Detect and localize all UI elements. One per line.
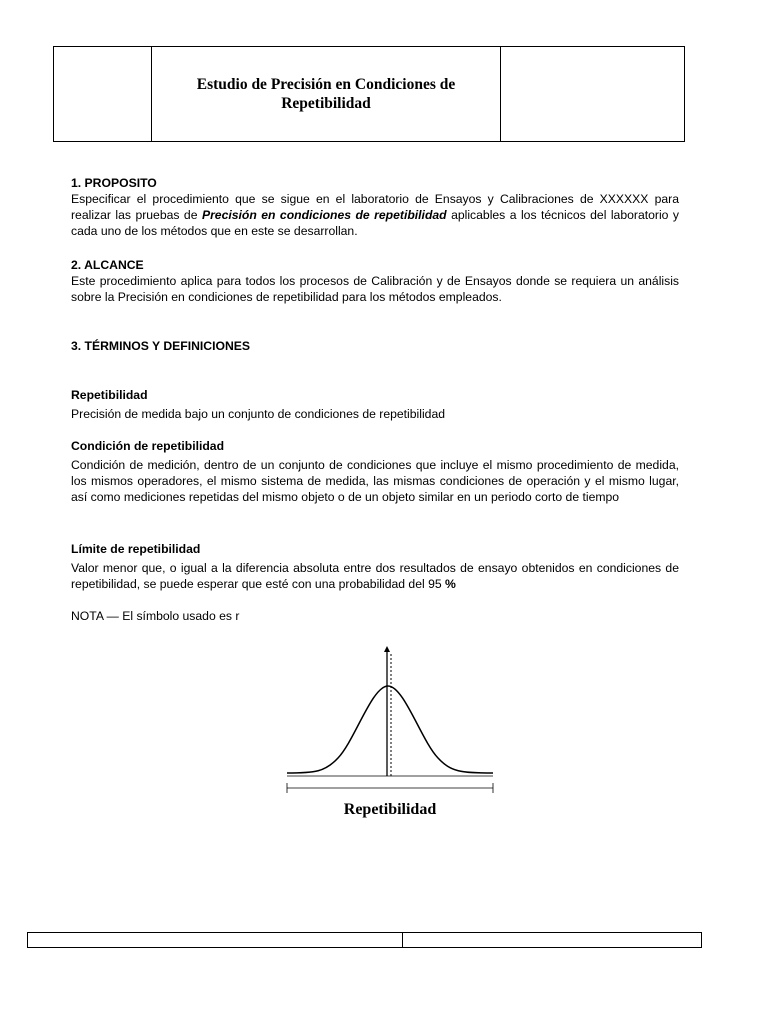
section-body: Este procedimiento aplica para todos los procesos de Calibración y de Ensayos donde se requiera un análisis sobre la Precisión en condiciones de repetibilidad para los métodos empleados. bbox=[71, 274, 679, 304]
section-proposito bbox=[71, 175, 679, 239]
footer-left-cell bbox=[28, 933, 403, 948]
body-text: Valor menor que, o igual a la diferencia absoluta entre dos resultados de ensayo obtenidos en condiciones de repetibilidad, se puede esperar que esté con una probabilidad del 95 bbox=[71, 561, 679, 591]
document-header bbox=[53, 46, 685, 142]
figure-caption: Repetibilidad bbox=[343, 801, 437, 818]
body-text: aplicables a los técnicos del laboratorio y cada uno de los métodos que en este se desarrollan. bbox=[71, 208, 679, 238]
bell-curve bbox=[287, 686, 493, 773]
percent-sign: % bbox=[445, 577, 456, 591]
repeatability-bell-curve-figure bbox=[280, 640, 500, 826]
term-limite bbox=[71, 541, 679, 592]
section-alcance bbox=[71, 257, 679, 305]
term-title: Condición de repetibilidad bbox=[71, 439, 225, 453]
section-heading: 3. TÉRMINOS Y DEFINICIONES bbox=[71, 339, 251, 353]
section-terminos bbox=[71, 338, 679, 354]
footer-right-cell bbox=[403, 933, 702, 948]
header-code-cell bbox=[501, 47, 685, 142]
term-definition: Condición de medición, dentro de un conjunto de condiciones que incluye el mismo procedimiento de medida, los mismos operadores, el mismo sistema de medida, las mismas condiciones de operación y el mismo lugar, así como mediciones repetidas del mismo objeto o de un objeto similar en un periodo corto de tiempo bbox=[71, 458, 679, 504]
term-title: Repetibilidad bbox=[71, 388, 148, 402]
document-footer bbox=[27, 932, 702, 948]
body-text: Especificar el procedimiento que se sigue en el laboratorio de Ensayos y Calibraciones de XXXXXX para realizar las pruebas de bbox=[71, 192, 679, 222]
arrow-head-icon bbox=[384, 646, 390, 652]
emphasis-text: Precisión en condiciones de repetibilidad bbox=[201, 208, 447, 222]
note: NOTA — El símbolo usado es r bbox=[71, 609, 240, 623]
term-title: Límite de repetibilidad bbox=[71, 542, 201, 556]
section-body bbox=[71, 191, 679, 239]
term-condicion bbox=[71, 438, 679, 505]
document-title bbox=[152, 47, 501, 142]
document-title-line1: Estudio de Precisión en Condiciones de bbox=[196, 76, 456, 93]
header-logo-cell bbox=[54, 47, 152, 142]
term-definition bbox=[71, 560, 679, 592]
term-definition: Precisión de medida bajo un conjunto de condiciones de repetibilidad bbox=[71, 407, 446, 421]
section-heading: 2. ALCANCE bbox=[71, 258, 144, 272]
document-title-line2: Repetibilidad bbox=[281, 95, 371, 112]
section-heading: 1. PROPOSITO bbox=[71, 176, 157, 190]
term-repetibilidad bbox=[71, 387, 679, 422]
